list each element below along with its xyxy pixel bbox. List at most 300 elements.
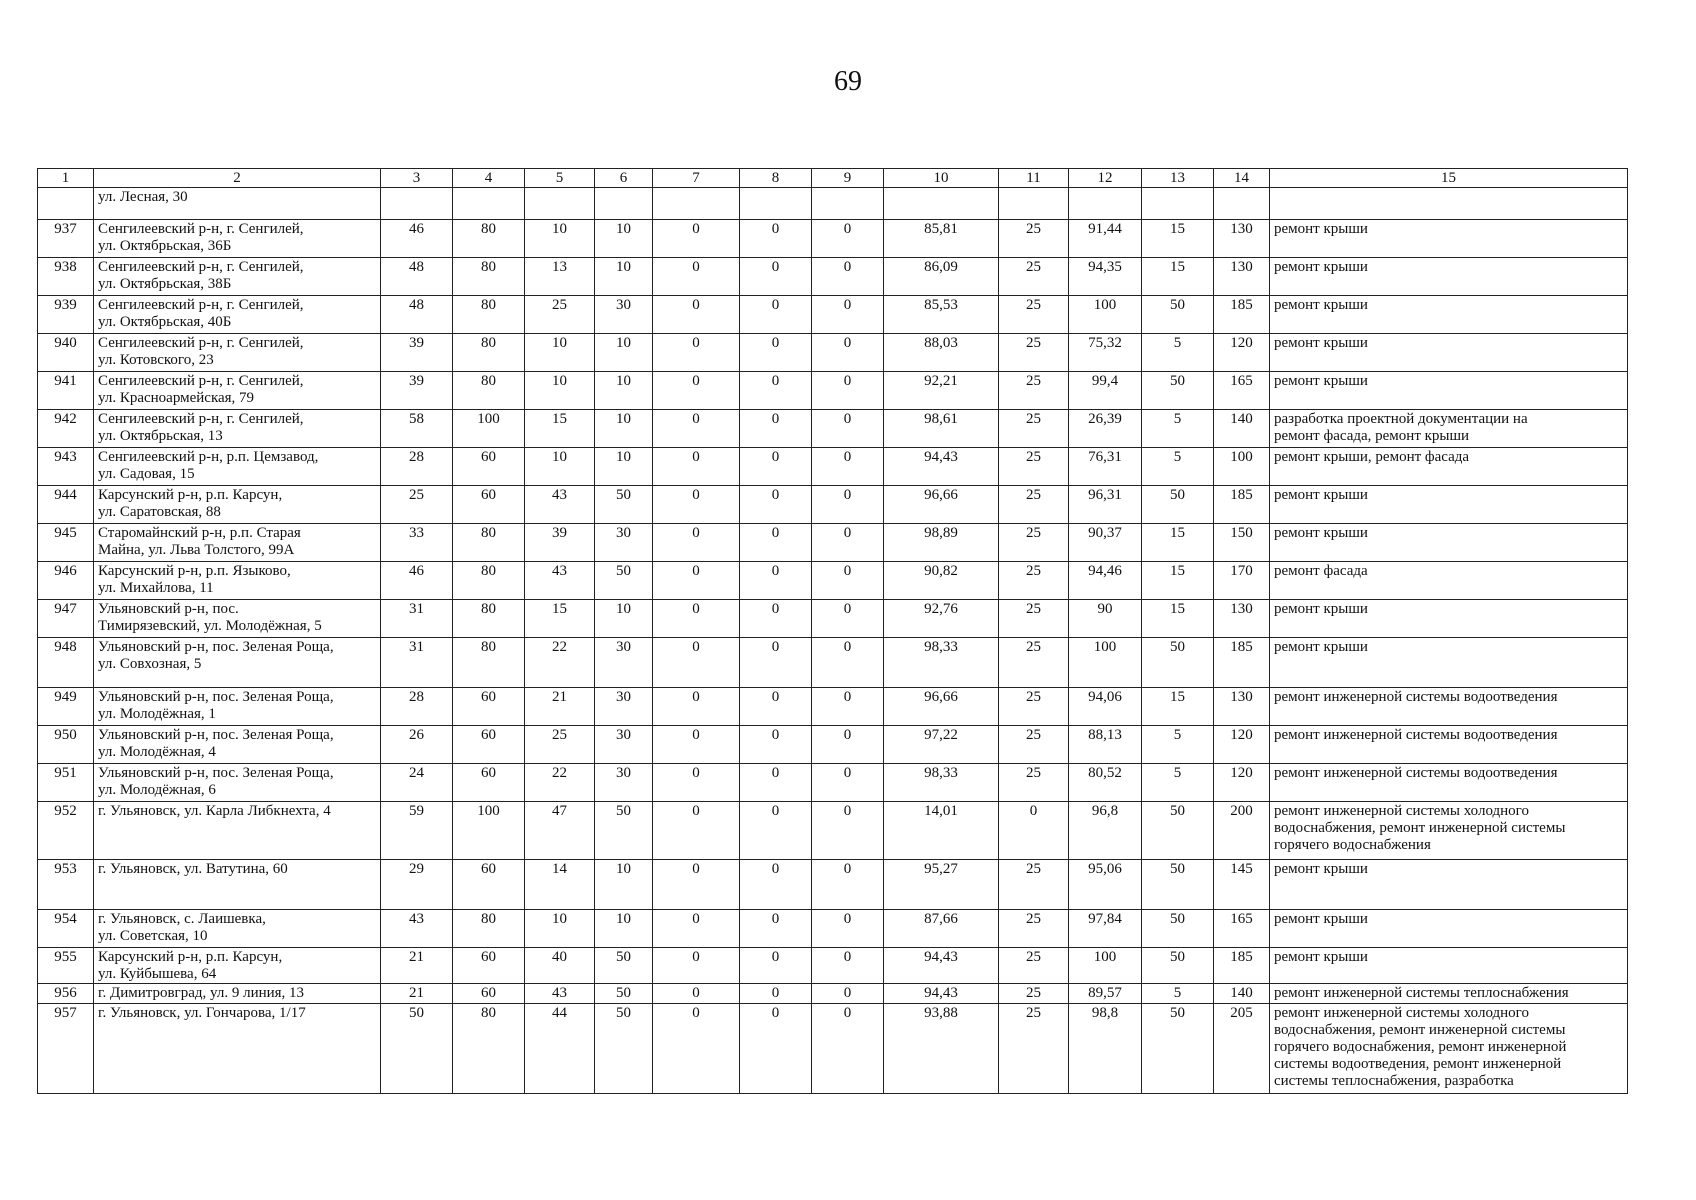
value-cell-c12: 75,32 (1069, 334, 1142, 372)
address-cell-line: г. Ульяновск, с. Лаишевка, (98, 911, 266, 927)
value-cell-c4: 80 (453, 334, 525, 372)
value-cell-c5: 15 (525, 600, 595, 638)
value-cell-c7: 0 (653, 910, 740, 948)
value-cell-c12: 94,46 (1069, 562, 1142, 600)
column-header: 2 (94, 169, 381, 188)
value-cell-c8: 0 (740, 600, 812, 638)
value-cell-c9: 0 (812, 296, 884, 334)
value-cell-c13: 50 (1142, 486, 1214, 524)
table-row (38, 258, 1628, 296)
value-cell-c4: 80 (453, 372, 525, 410)
value-cell-c4: 60 (453, 486, 525, 524)
value-cell-c11: 25 (999, 764, 1069, 802)
row-number-cell: 948 (38, 638, 94, 688)
address-cell (94, 372, 381, 410)
value-cell-c14: 145 (1214, 860, 1270, 910)
address-cell (94, 258, 381, 296)
value-cell-c8: 0 (740, 258, 812, 296)
value-cell-c12: 99,4 (1069, 372, 1142, 410)
value-cell-c10: 93,88 (884, 1004, 999, 1094)
table-row (38, 334, 1628, 372)
address-cell-line: ул. Октябрьская, 13 (98, 428, 223, 444)
value-cell-c12: 98,8 (1069, 1004, 1142, 1094)
value-cell-c4: 80 (453, 296, 525, 334)
column-header: 14 (1214, 169, 1270, 188)
value-cell-c9: 0 (812, 764, 884, 802)
value-cell-c7: 0 (653, 258, 740, 296)
table-row (38, 984, 1628, 1004)
value-cell-c14: 150 (1214, 524, 1270, 562)
table-row (38, 296, 1628, 334)
value-cell-c5: 40 (525, 948, 595, 984)
value-cell-c5: 10 (525, 448, 595, 486)
value-cell-c13: 15 (1142, 220, 1214, 258)
value-cell-c12: 90 (1069, 600, 1142, 638)
address-cell-line: г. Ульяновск, ул. Гончарова, 1/17 (98, 1005, 306, 1021)
value-cell-c7: 0 (653, 296, 740, 334)
value-cell-c6: 10 (595, 600, 653, 638)
value-cell-c5: 39 (525, 524, 595, 562)
value-cell-c8: 0 (740, 948, 812, 984)
value-cell-c14: 165 (1214, 910, 1270, 948)
work-type-cell-line: ремонт инженерной системы водоотведения (1274, 689, 1558, 705)
work-type-cell (1270, 726, 1628, 764)
value-cell-c14: 185 (1214, 486, 1270, 524)
work-type-cell-line: системы водоотведения, ремонт инженерной (1274, 1056, 1562, 1072)
address-cell-line: Сенгилеевский р-н, г. Сенгилей, (98, 373, 304, 389)
value-cell-c5: 14 (525, 860, 595, 910)
value-cell-c11: 25 (999, 524, 1069, 562)
value-cell-c7: 0 (653, 334, 740, 372)
work-type-cell-line: разработка проектной документации на (1274, 411, 1528, 427)
column-header: 5 (525, 169, 595, 188)
value-cell-c3: 28 (381, 448, 453, 486)
value-cell-c10: 88,03 (884, 334, 999, 372)
value-cell-c4: 60 (453, 726, 525, 764)
value-cell-c12: 88,13 (1069, 726, 1142, 764)
work-type-cell-line: ремонт крыши (1274, 221, 1368, 237)
value-cell-c13: 5 (1142, 448, 1214, 486)
row-number-cell: 944 (38, 486, 94, 524)
value-cell-c14: 185 (1214, 638, 1270, 688)
value-cell-c14: 130 (1214, 600, 1270, 638)
value-cell-c6: 50 (595, 984, 653, 1004)
work-type-cell (1270, 910, 1628, 948)
value-cell-c8: 0 (740, 486, 812, 524)
table-row (38, 948, 1628, 984)
value-cell-c7: 0 (653, 372, 740, 410)
value-cell-c14: 130 (1214, 258, 1270, 296)
value-cell-c3: 48 (381, 258, 453, 296)
address-cell (94, 688, 381, 726)
value-cell-c13: 15 (1142, 688, 1214, 726)
value-cell-c12: 96,8 (1069, 802, 1142, 860)
value-cell-c14: 200 (1214, 802, 1270, 860)
address-cell-line: ул. Октябрьская, 36Б (98, 238, 232, 254)
address-cell-line: Ульяновский р-н, пос. Зеленая Роща, (98, 727, 334, 743)
address-cell-line: ул. Красноармейская, 79 (98, 390, 255, 406)
value-cell-c13: 15 (1142, 258, 1214, 296)
work-type-cell-line: ремонт крыши (1274, 639, 1368, 655)
value-cell-c4: 80 (453, 258, 525, 296)
work-type-cell (1270, 764, 1628, 802)
work-type-cell-line: ремонт крыши (1274, 297, 1368, 313)
value-cell-c11: 25 (999, 372, 1069, 410)
address-cell-line: ул. Совхозная, 5 (98, 656, 202, 672)
work-type-cell (1270, 688, 1628, 726)
value-cell-c11: 25 (999, 1004, 1069, 1094)
table-row (38, 220, 1628, 258)
address-cell (94, 410, 381, 448)
value-cell-c7: 0 (653, 410, 740, 448)
value-cell-c10: 86,09 (884, 258, 999, 296)
value-cell-c13: 15 (1142, 562, 1214, 600)
value-cell-c8: 0 (740, 1004, 812, 1094)
address-cell-line: г. Ульяновск, ул. Ватутина, 60 (98, 861, 288, 877)
table-row (38, 802, 1628, 860)
value-cell-c12: 80,52 (1069, 764, 1142, 802)
table-row (38, 860, 1628, 910)
value-cell-c4: 80 (453, 524, 525, 562)
value-cell-c12: 100 (1069, 948, 1142, 984)
value-cell-c3: 26 (381, 726, 453, 764)
address-cell-line: ул. Котовского, 23 (98, 352, 214, 368)
value-cell-c10: 14,01 (884, 802, 999, 860)
work-type-cell (1270, 860, 1628, 910)
address-cell: ул. Лесная, 30 (94, 188, 381, 220)
address-cell-line: ул. Октябрьская, 38Б (98, 276, 232, 292)
value-cell-c14: 100 (1214, 448, 1270, 486)
value-cell-c6: 30 (595, 688, 653, 726)
address-cell-line: Сенгилеевский р-н, г. Сенгилей, (98, 221, 304, 237)
value-cell-c9: 0 (812, 726, 884, 764)
table-row (38, 1004, 1628, 1094)
value-cell-c8: 0 (740, 860, 812, 910)
value-cell-c4: 80 (453, 220, 525, 258)
work-type-cell (1270, 220, 1628, 258)
work-type-cell-line: ремонт крыши (1274, 259, 1368, 275)
value-cell-c12: 94,06 (1069, 688, 1142, 726)
value-cell-c4: 60 (453, 860, 525, 910)
address-cell-line: ул. Советская, 10 (98, 928, 208, 944)
address-cell-line: Майна, ул. Льва Толстого, 99А (98, 542, 295, 558)
work-type-cell-line: ремонт крыши (1274, 601, 1368, 617)
value-cell-c6: 10 (595, 258, 653, 296)
column-header: 11 (999, 169, 1069, 188)
address-cell-line: Сенгилеевский р-н, г. Сенгилей, (98, 411, 304, 427)
value-cell-c5: 10 (525, 334, 595, 372)
address-cell-line: Сенгилеевский р-н, р.п. Цемзавод, (98, 449, 319, 465)
value-cell-c11: 25 (999, 948, 1069, 984)
work-type-cell-line: ремонт крыши, ремонт фасада (1274, 449, 1470, 465)
column-header: 3 (381, 169, 453, 188)
value-cell-c8: 0 (740, 984, 812, 1004)
row-number-cell: 952 (38, 802, 94, 860)
work-type-cell (1270, 600, 1628, 638)
row-number-cell: 938 (38, 258, 94, 296)
value-cell-c9: 0 (812, 1004, 884, 1094)
value-cell-c12: 96,31 (1069, 486, 1142, 524)
value-cell-c13: 50 (1142, 1004, 1214, 1094)
column-header: 10 (884, 169, 999, 188)
address-cell (94, 334, 381, 372)
work-type-cell (1270, 948, 1628, 984)
value-cell-c6: 10 (595, 860, 653, 910)
value-cell-c14: 140 (1214, 410, 1270, 448)
work-type-cell-line: системы теплоснабжения, разработка (1274, 1073, 1514, 1089)
value-cell-c10: 96,66 (884, 486, 999, 524)
table-row (38, 486, 1628, 524)
address-cell-line: Карсунский р-н, р.п. Карсун, (98, 949, 283, 965)
row-number-cell: 949 (38, 688, 94, 726)
work-type-cell (1270, 802, 1628, 860)
address-cell-line: ул. Молодёжная, 6 (98, 782, 216, 798)
work-type-cell-line: горячего водоснабжения (1274, 837, 1431, 853)
address-cell-line: Карсунский р-н, р.п. Языково, (98, 563, 291, 579)
value-cell-c12: 94,35 (1069, 258, 1142, 296)
value-cell-c8: 0 (740, 372, 812, 410)
value-cell-c10: 98,61 (884, 410, 999, 448)
value-cell-c7: 0 (653, 860, 740, 910)
value-cell-c10: 94,43 (884, 948, 999, 984)
address-cell (94, 860, 381, 910)
value-cell-c8: 0 (740, 524, 812, 562)
value-cell-c11: 25 (999, 860, 1069, 910)
value-cell-c11: 25 (999, 448, 1069, 486)
value-cell-c9: 0 (812, 802, 884, 860)
value-cell-c9: 0 (812, 524, 884, 562)
value-cell-c4: 80 (453, 638, 525, 688)
value-cell-c9: 0 (812, 220, 884, 258)
value-cell-c7: 0 (653, 562, 740, 600)
value-cell-c3: 59 (381, 802, 453, 860)
address-cell-line: Старомайнский р-н, р.п. Старая (98, 525, 301, 541)
value-cell-c10: 98,89 (884, 524, 999, 562)
value-cell-c14: 185 (1214, 948, 1270, 984)
value-cell-c3: 21 (381, 948, 453, 984)
header-row (38, 169, 1628, 188)
row-number-cell: 955 (38, 948, 94, 984)
value-cell-c10: 98,33 (884, 638, 999, 688)
address-cell (94, 802, 381, 860)
column-header: 8 (740, 169, 812, 188)
address-cell-line: ул. Молодёжная, 4 (98, 744, 216, 760)
value-cell-c11: 25 (999, 258, 1069, 296)
value-cell-c7: 0 (653, 448, 740, 486)
value-cell-c8: 0 (740, 448, 812, 486)
address-cell (94, 726, 381, 764)
value-cell-c7: 0 (653, 726, 740, 764)
address-cell-line: ул. Молодёжная, 1 (98, 706, 216, 722)
work-type-cell-line: водоснабжения, ремонт инженерной системы (1274, 1022, 1566, 1038)
value-cell-c4: 60 (453, 448, 525, 486)
value-cell-c5: 43 (525, 984, 595, 1004)
value-cell-c10: 87,66 (884, 910, 999, 948)
address-cell-line: Ульяновский р-н, пос. (98, 601, 239, 617)
value-cell-c9: 0 (812, 562, 884, 600)
table-row (38, 448, 1628, 486)
table-row (38, 688, 1628, 726)
value-cell-c14: 185 (1214, 296, 1270, 334)
table-row (38, 764, 1628, 802)
value-cell-c7: 0 (653, 600, 740, 638)
value-cell-c11: 25 (999, 688, 1069, 726)
value-cell-c10: 90,82 (884, 562, 999, 600)
value-cell-c8: 0 (740, 220, 812, 258)
value-cell-c3: 31 (381, 638, 453, 688)
row-number-cell: 946 (38, 562, 94, 600)
table-row (38, 562, 1628, 600)
value-cell-c11: 25 (999, 910, 1069, 948)
address-cell (94, 764, 381, 802)
value-cell-c12: 89,57 (1069, 984, 1142, 1004)
work-type-cell (1270, 448, 1628, 486)
address-cell (94, 220, 381, 258)
value-cell-c7: 0 (653, 220, 740, 258)
value-cell-c3: 24 (381, 764, 453, 802)
value-cell-c13: 5 (1142, 984, 1214, 1004)
value-cell-c4: 80 (453, 1004, 525, 1094)
value-cell-c4: 60 (453, 764, 525, 802)
page-number: 69 (834, 66, 862, 97)
value-cell-c8: 0 (740, 764, 812, 802)
work-type-cell (1270, 258, 1628, 296)
value-cell-c6: 10 (595, 410, 653, 448)
value-cell-c8: 0 (740, 726, 812, 764)
continuation-row (38, 188, 1628, 220)
value-cell-c9: 0 (812, 948, 884, 984)
work-type-cell-line: ремонт фасада, ремонт крыши (1274, 428, 1470, 444)
row-number-cell: 953 (38, 860, 94, 910)
value-cell-c6: 30 (595, 764, 653, 802)
table-row (38, 910, 1628, 948)
column-header: 9 (812, 169, 884, 188)
value-cell-c5: 13 (525, 258, 595, 296)
value-cell-c6: 50 (595, 1004, 653, 1094)
value-cell-c8: 0 (740, 410, 812, 448)
value-cell-c14: 165 (1214, 372, 1270, 410)
value-cell-c8: 0 (740, 562, 812, 600)
value-cell-c10: 92,21 (884, 372, 999, 410)
row-number-cell: 937 (38, 220, 94, 258)
value-cell-c9: 0 (812, 910, 884, 948)
value-cell-c3: 58 (381, 410, 453, 448)
address-cell-line: Ульяновский р-н, пос. Зеленая Роща, (98, 639, 334, 655)
table-row (38, 726, 1628, 764)
register-table (37, 168, 1628, 1094)
row-number-cell: 941 (38, 372, 94, 410)
value-cell-c5: 43 (525, 486, 595, 524)
value-cell-c4: 60 (453, 984, 525, 1004)
value-cell-c8: 0 (740, 638, 812, 688)
work-type-cell-line: ремонт инженерной системы теплоснабжения (1274, 985, 1569, 1001)
value-cell-c14: 130 (1214, 688, 1270, 726)
work-type-cell (1270, 1004, 1628, 1094)
value-cell-c5: 25 (525, 296, 595, 334)
value-cell-c6: 30 (595, 726, 653, 764)
value-cell-c6: 10 (595, 910, 653, 948)
value-cell-c6: 30 (595, 638, 653, 688)
address-cell (94, 948, 381, 984)
address-cell-line: Тимирязевский, ул. Молодёжная, 5 (98, 618, 322, 634)
value-cell-c10: 97,22 (884, 726, 999, 764)
value-cell-c14: 120 (1214, 726, 1270, 764)
column-header: 1 (38, 169, 94, 188)
value-cell-c14: 120 (1214, 334, 1270, 372)
value-cell-c5: 15 (525, 410, 595, 448)
row-number-cell: 954 (38, 910, 94, 948)
value-cell-c13: 50 (1142, 638, 1214, 688)
value-cell-c12: 97,84 (1069, 910, 1142, 948)
work-type-cell-line: ремонт крыши (1274, 373, 1368, 389)
value-cell-c12: 91,44 (1069, 220, 1142, 258)
value-cell-c12: 100 (1069, 296, 1142, 334)
value-cell-c3: 39 (381, 372, 453, 410)
address-cell-line: ул. Куйбышева, 64 (98, 966, 217, 982)
value-cell-c3: 46 (381, 220, 453, 258)
value-cell-c6: 50 (595, 802, 653, 860)
address-cell (94, 600, 381, 638)
work-type-cell-line: горячего водоснабжения, ремонт инженерной (1274, 1039, 1567, 1055)
work-type-cell-line: ремонт крыши (1274, 487, 1368, 503)
value-cell-c7: 0 (653, 948, 740, 984)
value-cell-c11: 25 (999, 638, 1069, 688)
value-cell-c8: 0 (740, 802, 812, 860)
work-type-cell-line: водоснабжения, ремонт инженерной системы (1274, 820, 1566, 836)
value-cell-c13: 5 (1142, 764, 1214, 802)
work-type-cell (1270, 372, 1628, 410)
row-number-cell: 945 (38, 524, 94, 562)
value-cell-c5: 47 (525, 802, 595, 860)
work-type-cell (1270, 486, 1628, 524)
row-number-cell: 951 (38, 764, 94, 802)
work-type-cell (1270, 984, 1628, 1004)
value-cell-c12: 90,37 (1069, 524, 1142, 562)
value-cell-c14: 120 (1214, 764, 1270, 802)
value-cell-c4: 80 (453, 910, 525, 948)
address-cell-line: г. Ульяновск, ул. Карла Либкнехта, 4 (98, 803, 331, 819)
address-cell-line: Сенгилеевский р-н, г. Сенгилей, (98, 259, 304, 275)
work-type-cell-line: ремонт инженерной системы водоотведения (1274, 727, 1558, 743)
work-type-cell (1270, 562, 1628, 600)
work-type-cell-line: ремонт крыши (1274, 949, 1368, 965)
value-cell-c12: 100 (1069, 638, 1142, 688)
value-cell-c9: 0 (812, 410, 884, 448)
value-cell-c5: 10 (525, 372, 595, 410)
address-cell (94, 296, 381, 334)
column-header: 15 (1270, 169, 1628, 188)
value-cell-c13: 5 (1142, 410, 1214, 448)
value-cell-c6: 10 (595, 220, 653, 258)
value-cell-c11: 25 (999, 410, 1069, 448)
value-cell-c7: 0 (653, 638, 740, 688)
value-cell-c13: 5 (1142, 334, 1214, 372)
address-cell-line: ул. Садовая, 15 (98, 466, 195, 482)
value-cell-c4: 60 (453, 688, 525, 726)
value-cell-c12: 95,06 (1069, 860, 1142, 910)
value-cell-c10: 94,43 (884, 984, 999, 1004)
value-cell-c3: 29 (381, 860, 453, 910)
address-cell-line: Ульяновский р-н, пос. Зеленая Роща, (98, 689, 334, 705)
value-cell-c11: 25 (999, 296, 1069, 334)
value-cell-c9: 0 (812, 258, 884, 296)
address-cell (94, 486, 381, 524)
value-cell-c14: 130 (1214, 220, 1270, 258)
work-type-cell (1270, 410, 1628, 448)
value-cell-c14: 170 (1214, 562, 1270, 600)
value-cell-c6: 50 (595, 948, 653, 984)
value-cell-c11: 25 (999, 562, 1069, 600)
